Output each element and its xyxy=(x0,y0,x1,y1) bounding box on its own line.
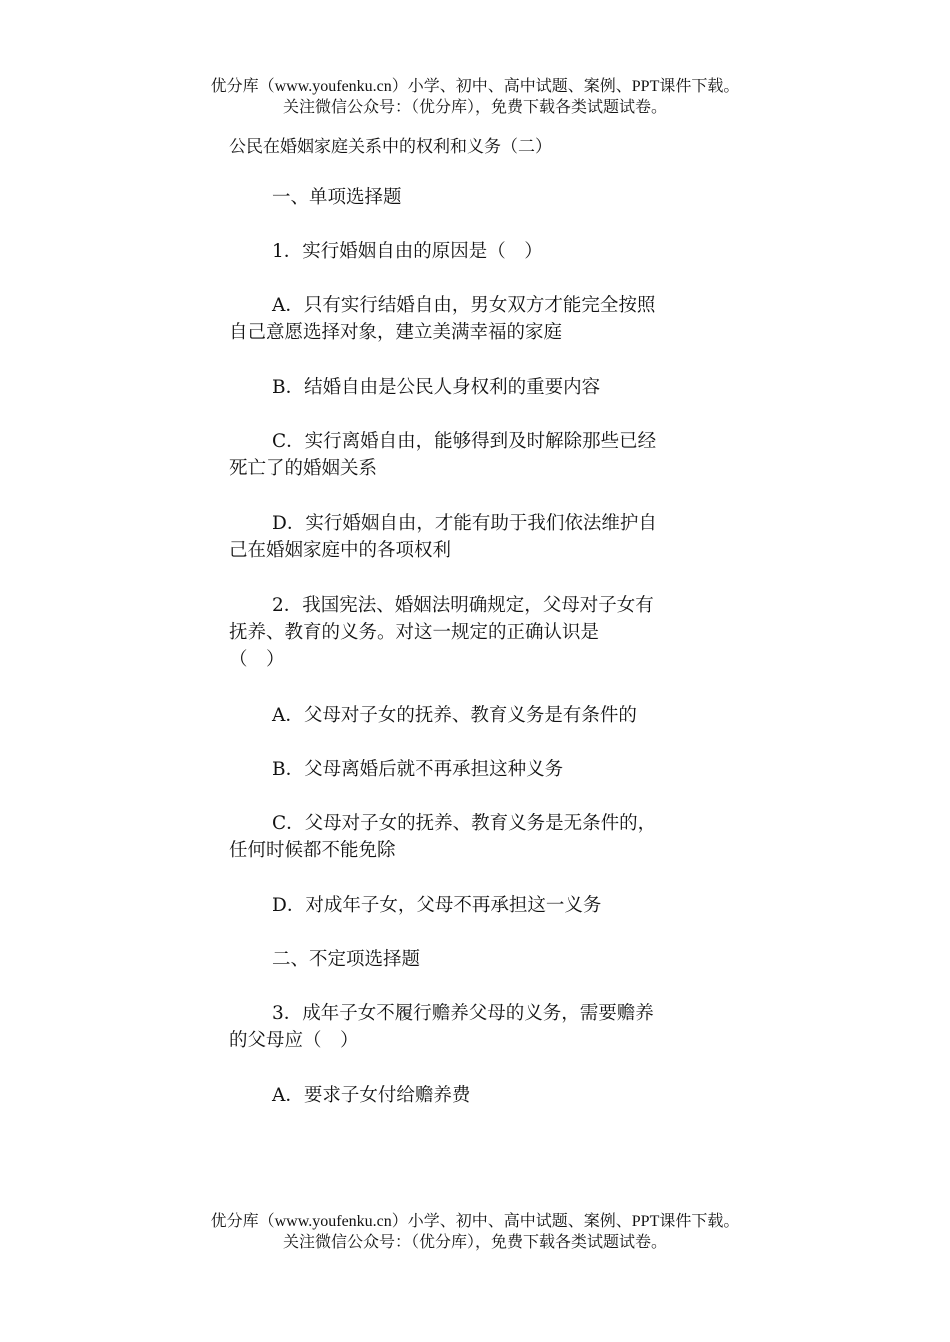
question-2-option-a: A．父母对子女的抚养、教育义务是有条件的 xyxy=(272,705,637,726)
document-title: 公民在婚姻家庭关系中的权利和义务（二） xyxy=(229,137,552,157)
question-2-option-b: B．父母离婚后就不再承担这种义务 xyxy=(272,759,564,780)
question-1-stem: 1．实行婚姻自由的原因是（ ） xyxy=(272,241,543,262)
question-1-option-c: C．实行离婚自由，能够得到及时解除那些已经 死亡了的婚姻关系 xyxy=(229,431,657,479)
footer-line-2: 关注微信公众号：（优分库），免费下载各类试题试卷。 xyxy=(282,1234,667,1251)
section-heading-1: 一、单项选择题 xyxy=(272,187,402,208)
question-1-option-b: B．结婚自由是公民人身权利的重要内容 xyxy=(272,377,601,398)
question-1-option-d: D．实行婚姻自由，才能有助于我们依法维护自 己在婚姻家庭中的各项权利 xyxy=(229,513,657,561)
section-heading-2: 二、不定项选择题 xyxy=(272,949,421,970)
question-2-option-c: C．父母对子女的抚养、教育义务是无条件的， 任何时候都不能免除 xyxy=(229,813,657,861)
header-line-2: 关注微信公众号：（优分库），免费下载各类试题试卷。 xyxy=(282,99,667,116)
question-3-stem: 3．成年子女不履行赡养父母的义务，需要赡养 的父母应（ ） xyxy=(229,1003,654,1051)
question-3-option-a: A．要求子女付给赡养费 xyxy=(272,1085,471,1106)
question-1-option-a: A．只有实行结婚自由，男女双方才能完全按照 自己意愿选择对象，建立美满幸福的家庭 xyxy=(229,295,656,343)
question-2-option-d: D．对成年子女，父母不再承担这一义务 xyxy=(272,895,602,916)
footer-line-1: 优分库（www.youfenku.cn）小学、初中、高中试题、案例、PPT课件下载。 xyxy=(210,1213,740,1230)
question-2-stem: 2．我国宪法、婚姻法明确规定，父母对子女有 抚养、教育的义务。对这一规定的正确认识是 （ ） xyxy=(229,595,654,670)
header-line-1: 优分库（www.youfenku.cn）小学、初中、高中试题、案例、PPT课件下载。 xyxy=(210,78,740,95)
page-footer xyxy=(0,1211,950,1253)
page-header xyxy=(0,76,950,118)
